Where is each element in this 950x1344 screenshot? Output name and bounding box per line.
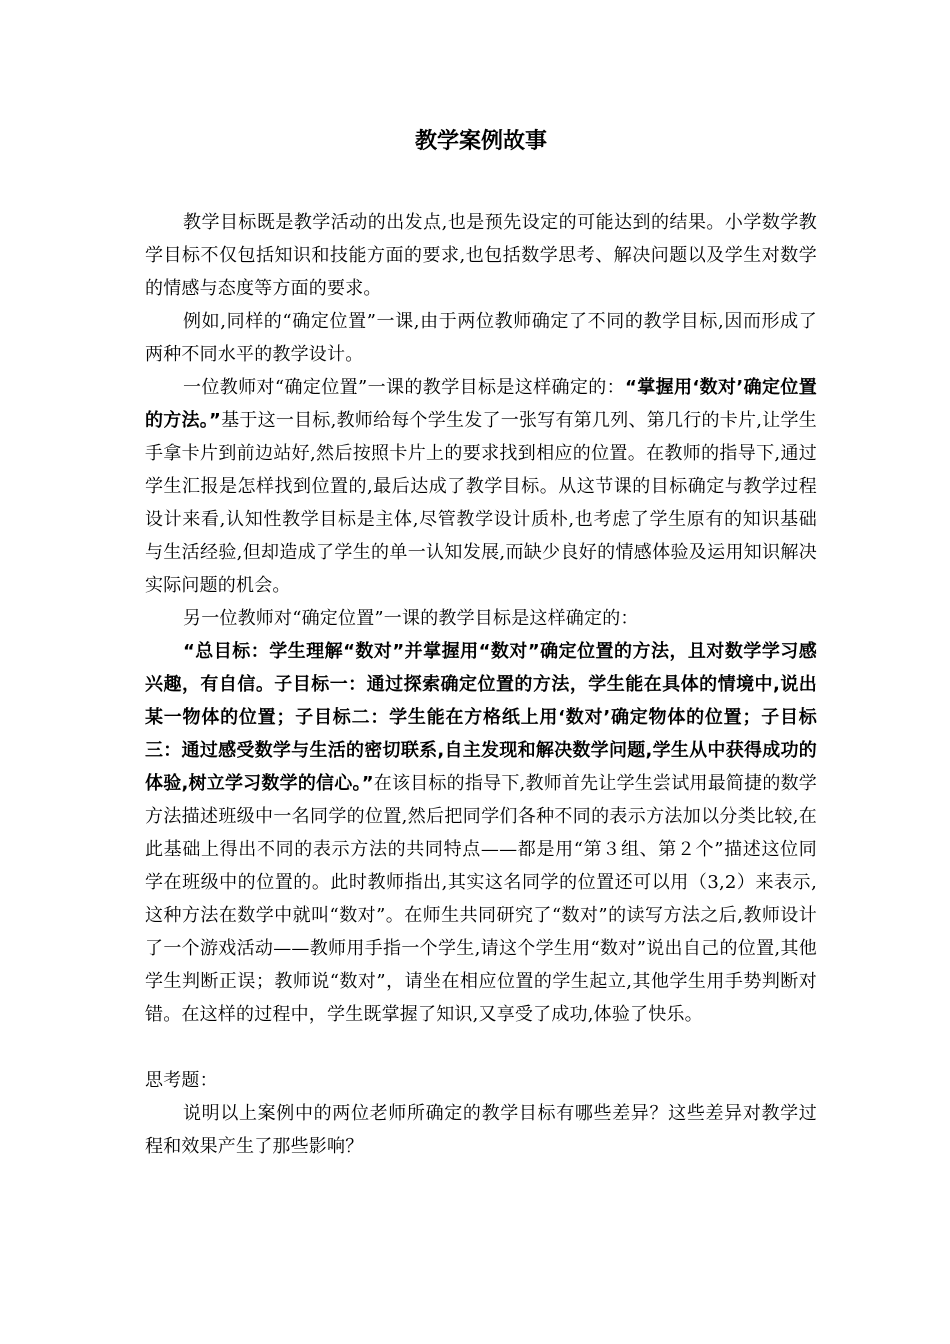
document-title: 教学案例故事: [414, 129, 547, 154]
paragraph-example: 例如,同样的“确定位置”一课,由于两位教师确定了不同的教学目标,因而形成了两种不同水平的教学设计。: [145, 311, 817, 365]
paragraph-second-goals: [145, 635, 817, 1031]
question-text: 说明以上案例中的两位老师所确定的教学目标有哪些差异？这些差异对教学过程和效果产生了那些影响？: [145, 1103, 817, 1157]
first-teacher-lead: 一位教师对“确定位置”一课的教学目标是这样确定的：: [183, 377, 626, 398]
document-body: [145, 206, 817, 1163]
first-teacher-goal: “掌握用‘数对’确定位置的方法。”: [145, 377, 817, 431]
paragraph-first-teacher: [145, 371, 817, 602]
paragraph-intro: 教学目标既是教学活动的出发点,也是预先设定的可能达到的结果。小学数学教学目标不仅包括知识和技能方面的要求,也包括数学思考、解决问题以及学生对数学的情感与态度等方面的要求。: [145, 212, 817, 299]
question-heading: 思考题：: [145, 1070, 218, 1091]
paragraph-second-teacher: 另一位教师对“确定位置”一课的教学目标是这样确定的：: [183, 608, 639, 629]
spacer: [145, 1031, 817, 1064]
second-teacher-process: 在该目标的指导下,教师首先让学生尝试用最简捷的数学方法描述班级中一名同学的位置,然后把同学们各种不同的表示方法加以分类比较,在此基础上得出不同的表示方法的共同特点——都是用“第３组、第２个”描述这位同学在班级中的位置的。此时教师指出,其实这名同学的位置还可以用（3,2）来表示,这种方法在数学中就叫“数对”。在师生共同研究了“数对”的读写方法之后,教师设计了一个游戏活动——教师用手指一个学生,请这个学生用“数对”说出自己的位置,其他学生判断正误；教师说“数对”，请坐在相应位置的学生起立,其他学生用手势判断对错。在这样的过程中，学生既掌握了知识,又享受了成功,体验了快乐。: [145, 773, 817, 1025]
first-teacher-process: 基于这一目标,教师给每个学生发了一张写有第几列、第几行的卡片,让学生手拿卡片到前边站好,然后按照卡片上的要求找到相应的位置。在教师的指导下,通过学生汇报是怎样找到位置的,最后达成了教学目标。从这节课的目标确定与教学过程设计来看,认知性教学目标是主体,尽管教学设计质朴,也考虑了学生原有的知识基础与生活经验,但却造成了学生的单一认知发展,而缺少良好的情感体验及运用知识解决实际问题的机会。: [145, 410, 817, 596]
second-teacher-goals: “总目标：学生理解“数对”并掌握用“数对”确定位置的方法，且对数学学习感兴趣，有自信。子目标一：通过探索确定位置的方法，学生能在具体的情境中,说出某一物体的位置；子目标二：学生能在方格纸上用‘数对’确定物体的位置；子目标三：通过感受数学与生活的密切联系,自主发现和解决数学问题,学生从中获得成功的体验,树立学习数学的信心。”: [145, 641, 817, 794]
